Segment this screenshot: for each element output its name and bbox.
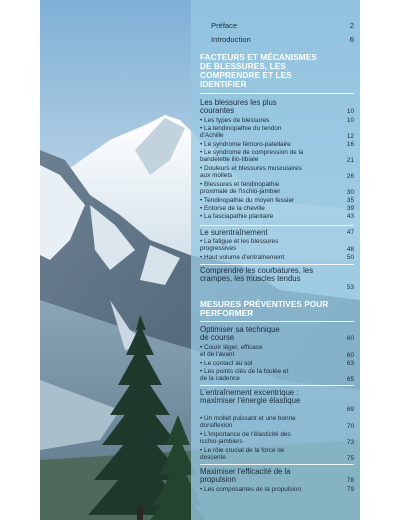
toc-item[interactable]: • Les points clés de la foulée et de la cadence 65: [200, 368, 354, 383]
toc-entry-preface[interactable]: Préface 2: [211, 21, 354, 30]
section-divider: [200, 464, 354, 465]
section-divider: [200, 385, 354, 386]
toc-item[interactable]: • Le rôle crucial de la force de descente 75: [200, 447, 354, 462]
toc-item[interactable]: • Blessures et tendinopathie proximale de l'ischio-jambier 30: [200, 181, 354, 196]
toc-item[interactable]: • Un mollet puissant et une bonne dorsiflexion 70: [200, 415, 354, 430]
toc-item[interactable]: • La fatigue et les blessures progressives 48: [200, 238, 354, 253]
toc-item[interactable]: • Le syndrome de compression de la bandelette ilio-tibiale 21: [200, 149, 354, 164]
toc-item[interactable]: • La fasciapathie plantaire 43: [200, 213, 354, 220]
toc-group-blessures[interactable]: Les blessures les plus courantes 10: [200, 98, 354, 116]
toc-group-technique[interactable]: Optimiser sa technique de course 60: [200, 325, 354, 343]
section-heading-2: MESURES PRÉVENTIVES POUR PERFORMER: [200, 300, 329, 318]
section-divider: [200, 93, 354, 94]
toc-item[interactable]: • Haut volume d'entraînement 50: [200, 254, 354, 261]
table-of-contents: [191, 0, 360, 520]
toc-item[interactable]: • Les types de blessures 10: [200, 117, 354, 124]
toc-item[interactable]: • La tendinopathie du tendon d'Achille 12: [200, 125, 354, 140]
toc-item[interactable]: • Courir léger, efficace et de l'avant 60: [200, 344, 354, 359]
toc-group-surentrainement[interactable]: Le surentraînement 47: [200, 228, 354, 237]
toc-item[interactable]: • Tendinopathie du moyen fessier 35: [200, 197, 354, 204]
toc-item[interactable]: • Les composantes de la propulsion 79: [200, 486, 354, 493]
toc-item[interactable]: • Entorse de la cheville 39: [200, 205, 354, 212]
toc-item[interactable]: • Le contact au sol 63: [200, 360, 354, 367]
section-divider: [200, 264, 354, 265]
section-heading-1: FACTEURS ET MÉCANISMES DE BLESSURES, LES COMPRENDRE ET LES IDENTIFIER: [200, 53, 317, 89]
toc-group-courbatures[interactable]: Comprendre les courbatures, les crampes, les muscles tendus 53: [200, 266, 354, 291]
toc-group-excentrique[interactable]: L'entraînement excentrique : maximiser l'énergie élastique 69: [200, 388, 354, 413]
section-divider: [200, 225, 354, 226]
toc-item[interactable]: • Douleurs et blessures musculaires aux mollets 26: [200, 165, 354, 180]
toc-item[interactable]: • L'importance de l'élasticité des ischio-jambiers 73: [200, 431, 354, 446]
book-page: [40, 0, 360, 520]
toc-item[interactable]: • Le syndrome fémoro-patellaire 16: [200, 141, 354, 148]
toc-entry-introduction[interactable]: Introduction 6: [211, 35, 354, 44]
toc-group-propulsion[interactable]: Maximiser l'efficacité de la propulsion 78: [200, 467, 354, 485]
section-divider: [200, 321, 354, 322]
